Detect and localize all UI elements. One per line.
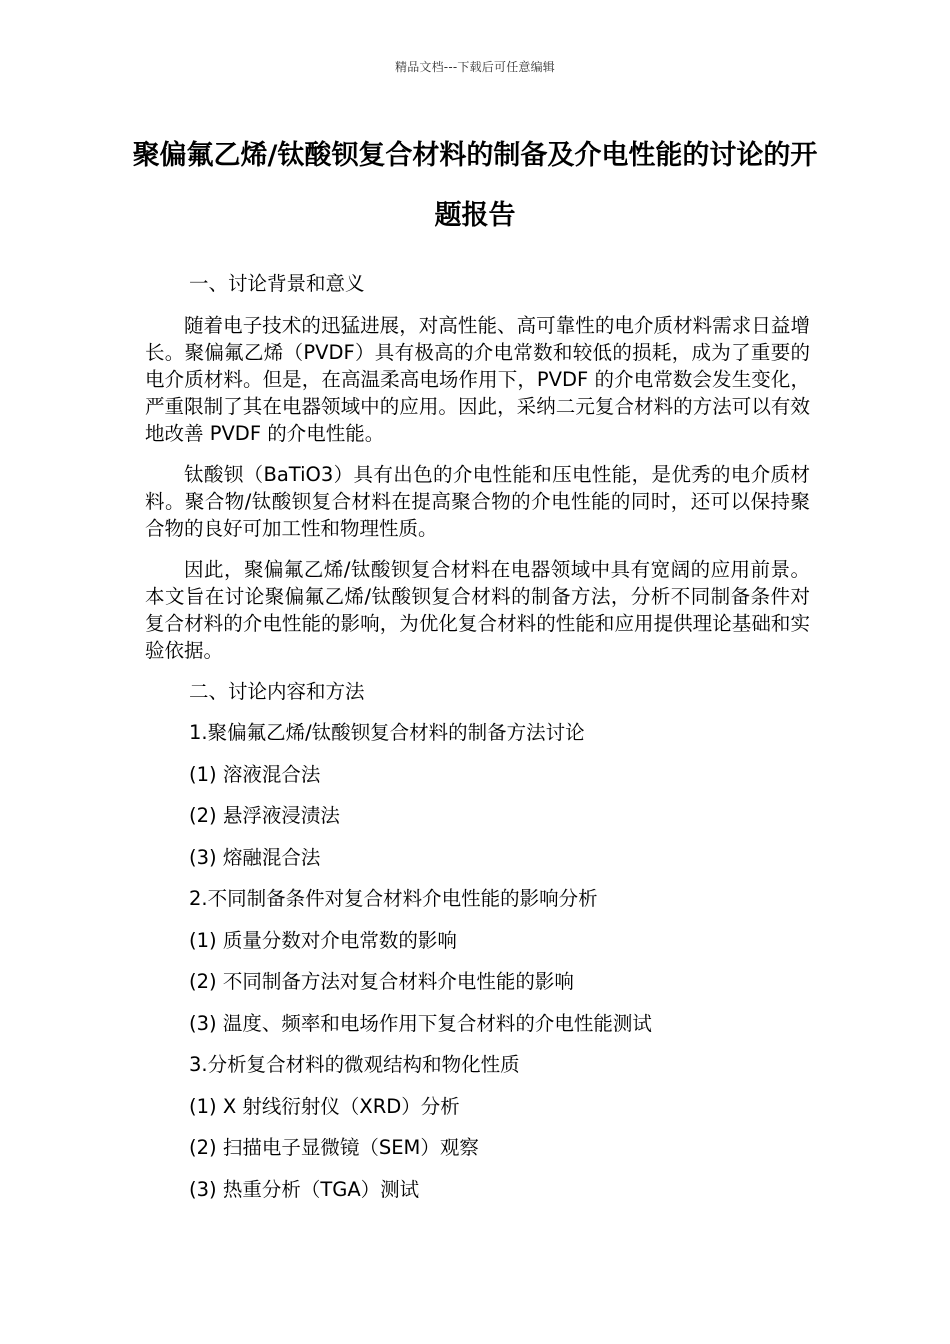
list-item: (1) X 射线衍射仪（XRD）分析 — [189, 1094, 460, 1118]
list-item: (3) 温度、频率和电场作用下复合材料的介电性能测试 — [189, 1011, 652, 1035]
list-item: 3.分析复合材料的微观结构和物化性质 — [189, 1053, 520, 1076]
section-heading-background: 一、讨论背景和意义 — [189, 272, 365, 295]
document-title: 聚偏氟乙烯/钛酸钡复合材料的制备及介电性能的讨论的开题报告 — [132, 140, 818, 231]
list-item: (2) 扫描电子显微镜（SEM）观察 — [189, 1136, 479, 1159]
list-item: 2.不同制备条件对复合材料介电性能的影响分析 — [189, 887, 598, 910]
list-item: (1) 溶液混合法 — [189, 762, 321, 786]
paragraph-background-3: 因此，聚偏氟乙烯/钛酸钡复合材料在电器领域中具有宽阔的应用前景。本文旨在讨论聚偏氟乙烯/钛酸钡复合材料的制备方法，分析不同制备条件对复合材料的介电性能的影响，为优化复合材料的性能和应用提供理论基础和实验依据。 — [145, 557, 810, 662]
paragraph-background-2: 钛酸钡（BaTiO3）具有出色的介电性能和压电性能，是优秀的电介质材料。聚合物/钛酸钡复合材料在提高聚合物的介电性能的同时，还可以保持聚合物的良好可加工性和物理性质。 — [145, 462, 810, 540]
paragraph-background-1: 随着电子技术的迅猛进展，对高性能、高可靠性的电介质材料需求日益增长。聚偏氟乙烯（PVDF）具有极高的介电常数和较低的损耗，成为了重要的电介质材料。但是，在高温柔高电场作用下，PVDF 的介电常数会发生变化，严重限制了其在电器领域中的应用。因此，采纳二元复合材料的方法可以有效地改善 PVDF 的介电性能。 — [145, 313, 810, 445]
list-item: (1) 质量分数对介电常数的影响 — [189, 928, 457, 952]
list-item: 1.聚偏氟乙烯/钛酸钡复合材料的制备方法讨论 — [189, 721, 585, 744]
list-item: (2) 不同制备方法对复合材料介电性能的影响 — [189, 970, 574, 993]
list-item: (2) 悬浮液浸渍法 — [189, 804, 340, 827]
list-item: (3) 热重分析（TGA）测试 — [189, 1177, 420, 1201]
document-body — [145, 270, 810, 1217]
page-header-note: 精品文档---下载后可任意编辑 — [395, 60, 555, 74]
list-item: (3) 熔融混合法 — [189, 845, 321, 869]
section-heading-methods: 二、讨论内容和方法 — [189, 679, 365, 703]
